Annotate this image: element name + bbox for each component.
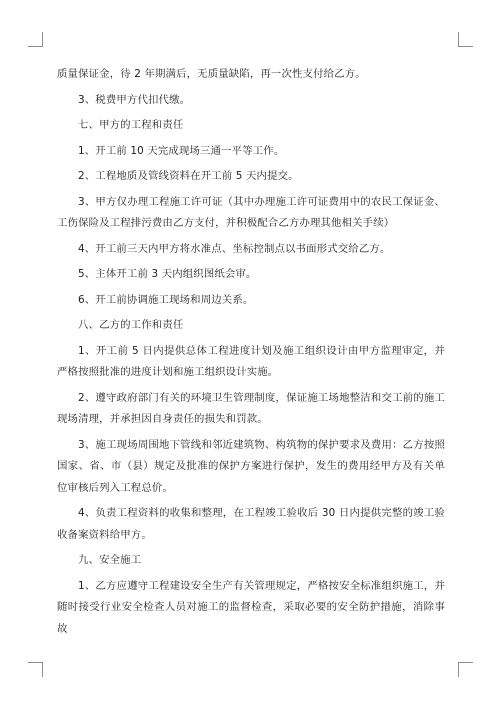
paragraph: 3、甲方仅办理工程施工许可证（其中办理施工许可证费用中的农民工保证金、工伤保险及工程排污费由乙方支付，并积极配合乙方办理其他相关手续） (57, 195, 445, 229)
crop-mark-top-right (458, 32, 473, 47)
paragraph: 4、开工前三天内甲方将水准点、坐标控制点以书面形式交给乙方。 (78, 242, 391, 255)
crop-mark-bottom-left (28, 662, 43, 677)
paragraph: 4、负责工程资料的收集和整理，在工程竣工验收后 30 日内提供完整的竣工验收备案资料给甲方。 (57, 507, 445, 541)
paragraph: 1、乙方应遵守工程建设安全生产有关管理规定，严格按安全标准组织施工，并随时接受行业安全检查人员对施工的监督检查，采取必要的安全防护措施，消除事故 (57, 579, 445, 635)
paragraph: 1、开工前 10 天完成现场三通一平等工作。 (78, 144, 285, 157)
paragraph: 2、工程地质及管线资料在开工前 5 天内提交。 (78, 170, 299, 182)
paragraph: 3、施工现场周围地下管线和邻近建筑物、构筑物的保护要求及费用：乙方按照国家、省、市（县）规定及批准的保护方案进行保护，发生的费用经甲方及有关单位审核后列入工程总价。 (57, 438, 445, 494)
crop-mark-bottom-right (458, 662, 473, 677)
paragraph: 6、开工前协调施工现场和周边关系。 (78, 293, 254, 306)
paragraph: 九、安全施工 (78, 554, 142, 566)
paragraph: 1、开工前 5 日内提供总体工程进度计划及施工组织设计由甲方监理审定，并严格按照批准的进度计划和施工组织设计实施。 (57, 344, 445, 378)
paragraph: 八、乙方的工作和责任 (78, 319, 184, 331)
paragraph: 质量保证金，待 2 年期满后，无质量缺陷，再一次性支付给乙方。 (57, 68, 366, 80)
paragraph: 2、遵守政府部门有关的环境卫生管理制度，保证施工场地整洁和交工前的施工现场清理，并承担因自身责任的损失和罚款。 (57, 391, 445, 425)
paragraph: 七、甲方的工程和责任 (78, 119, 184, 131)
crop-mark-top-left (28, 32, 43, 47)
paragraph: 5、主体开工前 3 天内组织图纸会审。 (78, 268, 257, 280)
paragraph: 3、税费甲方代扣代缴。 (78, 93, 191, 106)
document-body (57, 64, 445, 644)
